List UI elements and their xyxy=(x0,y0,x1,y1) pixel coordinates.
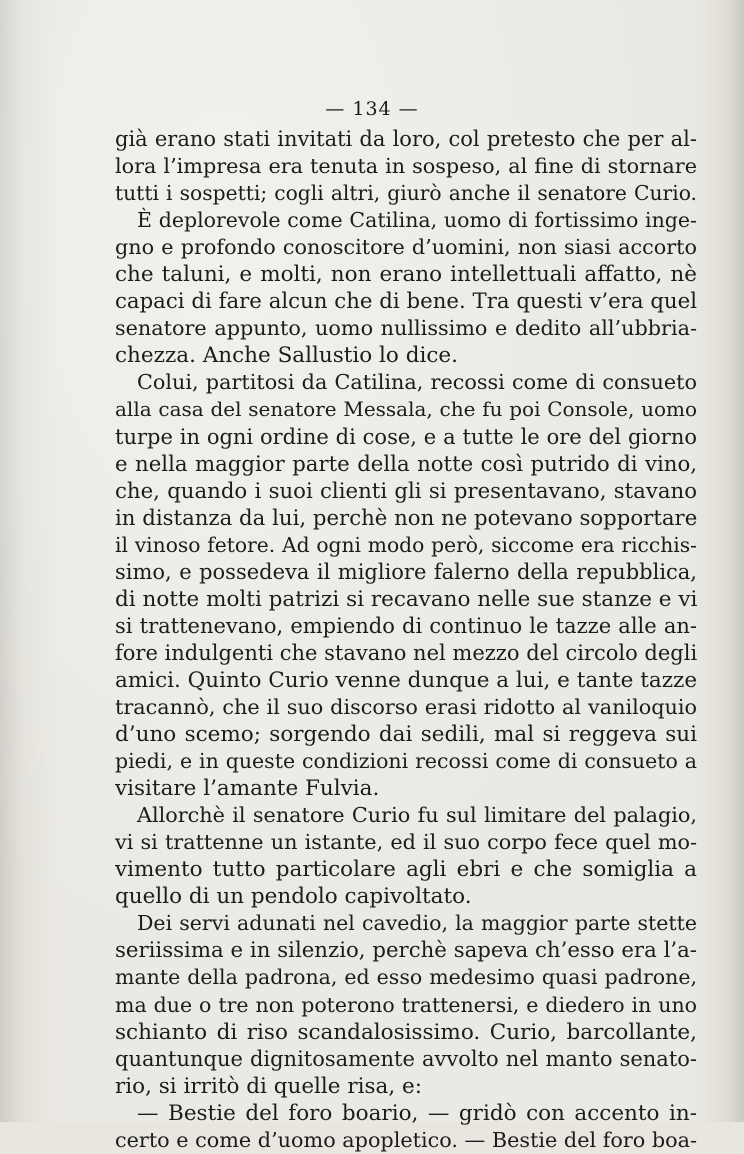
text-line: piedi, e in queste condizioni recossi come di consueto a xyxy=(115,749,697,774)
text-line: di notte molti patrizi si recavano nelle sue stanze e vi xyxy=(115,586,697,612)
text-line: alla casa del senatore Messala, che fu poi Console, uomo xyxy=(115,397,697,422)
text-line: Dei servi adunati nel cavedio, la maggior parte stette xyxy=(137,911,697,936)
text-line: turpe in ogni ordine di cose, e a tutte le ore del giorno xyxy=(115,424,697,449)
text-line: quantunque dignitosamente avvolto nel manto senato- xyxy=(115,1046,697,1071)
text-line: vimento tutto particolare agli ebri e che somiglia a xyxy=(115,857,697,883)
text-line: rio, si irritò di quelle risa, e: xyxy=(115,1073,422,1099)
text-line: si trattenevano, empiendo di continuo le tazze alle an- xyxy=(115,613,697,638)
text-line: senatore appunto, uomo nullissimo e dedito all’ubbria- xyxy=(115,316,697,341)
text-line: Colui, partitosi da Catilina, recossi come di consueto xyxy=(137,370,697,395)
text-line: ma due o tre non poterono trattenersi, e diedero in uno xyxy=(115,992,697,1017)
text-line: quello di un pendolo capivoltato. xyxy=(115,884,472,910)
text-line: vi si trattenne un istante, ed il suo corpo fece quel mo- xyxy=(115,830,697,855)
text-line: il vinoso fetore. Ad ogni modo però, siccome era ricchis- xyxy=(115,532,697,557)
text-line: già erano stati invitati da loro, col pretesto che per al- xyxy=(115,127,697,151)
text-line: tutti i sospetti; cogli altri, giurò anche il senatore Curio. xyxy=(115,181,697,206)
text-line: visitare l’amante Fulvia. xyxy=(115,776,380,802)
text-line: in distanza da lui, perchè non ne potevano sopportare xyxy=(115,505,697,531)
text-line: certo e come d’uomo apopletico. — Bestie del foro boa- xyxy=(115,1127,697,1152)
text-line: che, quando i suoi clienti gli si presentavano, stavano xyxy=(115,478,697,504)
text-line: seriissima e in silenzio, perchè sapeva ch’esso era l’a- xyxy=(115,938,697,964)
text-line: È deplorevole come Catilina, uomo di fortissimo inge- xyxy=(137,208,697,233)
page-number: — 134 — xyxy=(325,98,419,120)
text-line: chezza. Anche Sallustio lo dice. xyxy=(115,343,458,369)
text-line: mante della padrona, ed esso medesimo quasi padrone, xyxy=(115,965,697,990)
text-line: gno e profondo conoscitore d’uomini, non siasi accorto xyxy=(115,235,697,260)
text-line: che taluni, e molti, non erano intellettuali affatto, nè xyxy=(115,262,697,288)
text-line: amici. Quinto Curio venne dunque a lui, e tante tazze xyxy=(115,667,697,693)
text-line: tracannò, che il suo discorso erasi ridotto al vaniloquio xyxy=(115,694,697,719)
text-line: e nella maggior parte della notte così putrido di vino, xyxy=(115,451,697,477)
text-line: simo, e possedeva il migliore falerno della repubblica, xyxy=(115,559,697,584)
text-line: lora l’impresa era tenuta in sospeso, al fine di stornare xyxy=(115,154,697,179)
text-line: fore indulgenti che stavano nel mezzo del circolo degli xyxy=(115,640,697,665)
text-line: Allorchè il senatore Curio fu sul limitare del palagio, xyxy=(137,803,697,828)
text-line: — Bestie del foro boario, — gridò con accento in- xyxy=(137,1100,697,1126)
text-line: schianto di riso scandalosissimo. Curio, barcollante, xyxy=(115,1019,697,1045)
text-line: d’uno scemo; sorgendo dai sedili, mal si reggeva sui xyxy=(115,722,697,748)
text-line: capaci di fare alcun che di bene. Tra questi v’era quel xyxy=(115,289,697,315)
body-text xyxy=(115,126,697,1154)
